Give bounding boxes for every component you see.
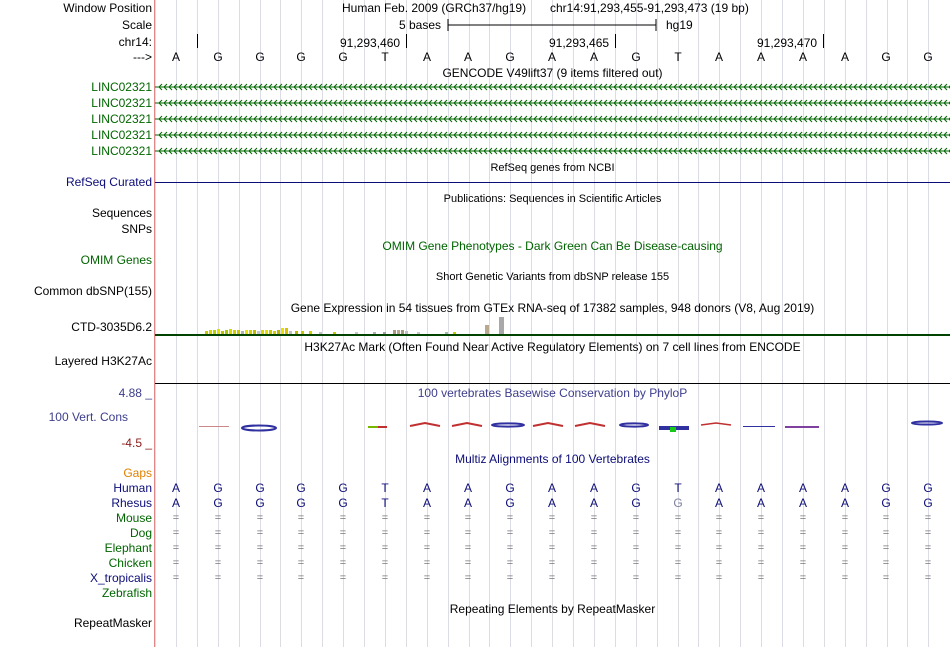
aligned-base-match: = (882, 572, 890, 584)
human-base: G (881, 481, 891, 495)
aligned-base-match: = (214, 542, 222, 554)
gencode-item-label[interactable]: LINC02321 (91, 128, 152, 142)
h3k27ac-title[interactable]: H3K27Ac Mark (Often Found Near Active Regulatory Elements) on 7 cell lines from ENCODE (304, 340, 801, 354)
aligned-base-match: = (506, 512, 514, 524)
aligned-base-match: = (757, 557, 765, 569)
aligned-base-match: = (464, 512, 472, 524)
aligned-base-match: = (297, 527, 305, 539)
multiz-title[interactable]: Multiz Alignments of 100 Vertebrates (455, 452, 650, 466)
chrom-label: chr14: (118, 35, 152, 49)
rhesus-base: G (338, 496, 348, 510)
reference-base: T (381, 50, 389, 64)
reference-base: A (589, 50, 598, 64)
repeatmasker-title[interactable]: Repeating Elements by RepeatMasker (449, 602, 656, 616)
gtex-bargraph[interactable] (155, 314, 950, 336)
rhesus-base: A (840, 496, 849, 510)
reference-base: A (547, 50, 556, 64)
aligned-base-match: = (841, 542, 849, 554)
aligned-base-match: = (381, 542, 389, 554)
rhesus-base: A (589, 496, 598, 510)
aligned-base-match: = (757, 542, 765, 554)
phylop-label[interactable]: 100 Vert. Cons (48, 410, 128, 424)
aligned-base-match: = (172, 512, 180, 524)
aligned-base-match: = (381, 572, 389, 584)
rhesus-base: G (923, 496, 933, 510)
aligned-base-match: = (464, 557, 472, 569)
aligned-base-match: = (506, 557, 514, 569)
rhesus-base: G (296, 496, 306, 510)
human-base: G (923, 481, 933, 495)
aligned-base-match: = (381, 512, 389, 524)
gencode-item-label[interactable]: LINC02321 (91, 144, 152, 158)
human-base: G (255, 481, 265, 495)
aligned-base-match: = (590, 572, 598, 584)
aligned-base-match: = (632, 557, 640, 569)
assembly-title: Human Feb. 2009 (GRCh37/hg19) (342, 1, 527, 15)
aligned-base-match: = (423, 542, 431, 554)
aligned-base-match: = (381, 557, 389, 569)
aligned-base-match: = (882, 557, 890, 569)
aligned-base-match: = (256, 542, 264, 554)
species-label-chicken[interactable]: Chicken (108, 556, 152, 570)
gaps-label[interactable]: Gaps (123, 466, 152, 480)
aligned-base-match: = (757, 512, 765, 524)
scale-db: hg19 (666, 18, 693, 32)
aligned-base-match: = (172, 542, 180, 554)
rhesus-base: G (881, 496, 891, 510)
aligned-base-match: = (674, 542, 682, 554)
aligned-base-match: = (339, 572, 347, 584)
aligned-base-match: = (632, 527, 640, 539)
rhesus-base: A (798, 496, 807, 510)
aligned-base-match: = (924, 512, 932, 524)
scale-text: 5 bases (399, 18, 442, 32)
aligned-base-match: = (799, 512, 807, 524)
ruler-coord-2: 91,293,465 (549, 36, 610, 50)
aligned-base-match: = (799, 542, 807, 554)
aligned-base-match: = (548, 572, 556, 584)
rhesus-base: A (756, 496, 765, 510)
rhesus-base: A (463, 496, 472, 510)
aligned-base-match: = (674, 527, 682, 539)
reference-base: A (463, 50, 472, 64)
human-base: A (714, 481, 723, 495)
human-base: A (756, 481, 765, 495)
dbsnp-title[interactable]: Short Genetic Variants from dbSNP release 155 (435, 271, 670, 283)
gtex-label[interactable]: CTD-3035D6.2 (71, 320, 152, 334)
human-base: T (674, 481, 682, 495)
rhesus-base: G (631, 496, 641, 510)
aligned-base-match: = (506, 527, 514, 539)
gtex-title[interactable]: Gene Expression in 54 tissues from GTEx RNA-seq of 17382 samples, 948 donors (V8, Aug 2019) (290, 301, 815, 315)
aligned-base-match: = (297, 542, 305, 554)
aligned-base-match: = (590, 527, 598, 539)
refseq-line (155, 182, 950, 183)
aligned-base-match: = (799, 557, 807, 569)
aligned-base-match: = (381, 527, 389, 539)
aligned-base-match: = (172, 557, 180, 569)
reference-base: G (338, 50, 348, 64)
aligned-base-match: = (841, 512, 849, 524)
species-label-human[interactable]: Human (113, 481, 152, 495)
reference-base: A (756, 50, 765, 64)
aligned-base-match: = (297, 557, 305, 569)
aligned-base-match: = (256, 557, 264, 569)
aligned-base-match: = (924, 557, 932, 569)
aligned-base-match: = (339, 542, 347, 554)
aligned-base-match: = (506, 572, 514, 584)
rhesus-base: A (714, 496, 723, 510)
rhesus-base: G (255, 496, 265, 510)
reference-base: G (923, 50, 933, 64)
human-base: A (798, 481, 807, 495)
phylop-title[interactable]: 100 vertebrates Basewise Conservation by PhyloP (417, 386, 688, 400)
ruler-coord-3: 91,293,470 (757, 36, 818, 50)
aligned-base-match: = (590, 557, 598, 569)
aligned-base-match: = (924, 572, 932, 584)
human-base: G (338, 481, 348, 495)
aligned-base-match: = (423, 512, 431, 524)
aligned-base-match: = (214, 557, 222, 569)
aligned-base-match: = (214, 527, 222, 539)
aligned-base-match: = (339, 557, 347, 569)
h3k27ac-baseline (155, 383, 950, 384)
aligned-base-match: = (297, 512, 305, 524)
rhesus-base: G (213, 496, 223, 510)
gencode-item-label[interactable]: LINC02321 (91, 80, 152, 94)
aligned-base-match: = (506, 542, 514, 554)
aligned-base-match: = (339, 527, 347, 539)
species-label-rhesus[interactable]: Rhesus (111, 496, 152, 510)
reference-base: G (213, 50, 223, 64)
reference-base: A (714, 50, 723, 64)
aligned-base-match: = (841, 527, 849, 539)
aligned-base-match: = (590, 542, 598, 554)
reference-base: T (674, 50, 682, 64)
publications-title[interactable]: Publications: Sequences in Scientific Articles (443, 193, 662, 205)
species-label-dog[interactable]: Dog (129, 526, 152, 540)
scale-label: Scale (121, 18, 152, 32)
human-base: A (589, 481, 598, 495)
gencode-title[interactable]: GENCODE V49lift37 (9 items filtered out) (442, 66, 663, 80)
strand-label: ---> (133, 50, 152, 64)
pub-snps-label[interactable]: SNPs (121, 222, 152, 236)
aligned-base-match: = (799, 572, 807, 584)
omim-title[interactable]: OMIM Gene Phenotypes - Dark Green Can Be Disease-causing (382, 239, 723, 253)
species-label-xtropicalis[interactable]: X_tropicalis (89, 571, 152, 585)
window-position: chr14:91,293,455-91,293,473 (19 bp) (550, 1, 749, 15)
aligned-base-match: = (632, 542, 640, 554)
aligned-base-match: = (715, 572, 723, 584)
refseq-title[interactable]: RefSeq genes from NCBI (490, 162, 615, 174)
rhesus-base: G (505, 496, 515, 510)
human-base: A (840, 481, 849, 495)
gencode-item-label[interactable]: LINC02321 (91, 112, 152, 126)
aligned-base-match: = (548, 557, 556, 569)
aligned-base-match: = (924, 542, 932, 554)
reference-base: A (798, 50, 807, 64)
aligned-base-match: = (715, 542, 723, 554)
aligned-base-match: = (172, 527, 180, 539)
phylop-logo[interactable] (155, 416, 950, 440)
rhesus-base: A (171, 496, 180, 510)
species-label-elephant[interactable]: Elephant (104, 541, 152, 555)
human-base: G (296, 481, 306, 495)
phylop-max-label: 4.88 _ (118, 386, 152, 400)
aligned-base-match: = (548, 527, 556, 539)
rhesus-base: G (673, 496, 683, 510)
aligned-base-match: = (214, 512, 222, 524)
rhesus-base: A (547, 496, 556, 510)
aligned-base-match: = (674, 557, 682, 569)
reference-base: G (881, 50, 891, 64)
aligned-base-match: = (423, 527, 431, 539)
aligned-base-match: = (757, 572, 765, 584)
species-label-zebrafish[interactable]: Zebrafish (101, 586, 152, 600)
human-base: G (631, 481, 641, 495)
aligned-base-match: = (464, 542, 472, 554)
aligned-base-match: = (464, 527, 472, 539)
aligned-base-match: = (715, 557, 723, 569)
human-base: A (547, 481, 556, 495)
reference-base: G (255, 50, 265, 64)
reference-base: A (171, 50, 180, 64)
aligned-base-match: = (882, 542, 890, 554)
human-base: T (381, 481, 389, 495)
aligned-base-match: = (799, 527, 807, 539)
aligned-base-match: = (590, 512, 598, 524)
aligned-base-match: = (172, 572, 180, 584)
aligned-base-match: = (256, 572, 264, 584)
aligned-base-match: = (548, 512, 556, 524)
species-label-mouse[interactable]: Mouse (115, 511, 152, 525)
human-base: A (422, 481, 431, 495)
h3k27ac-label[interactable]: Layered H3K27Ac (54, 354, 152, 368)
aligned-base-match: = (841, 557, 849, 569)
aligned-base-match: = (256, 527, 264, 539)
aligned-base-match: = (841, 572, 849, 584)
aligned-base-match: = (297, 572, 305, 584)
track-area[interactable] (155, 0, 950, 647)
aligned-base-match: = (548, 542, 556, 554)
rhesus-base: T (381, 496, 389, 510)
refseq-label[interactable]: RefSeq Curated (65, 175, 152, 189)
aligned-base-match: = (423, 572, 431, 584)
human-base: G (505, 481, 515, 495)
aligned-base-match: = (214, 572, 222, 584)
aligned-base-match: = (423, 557, 431, 569)
aligned-base-match: = (464, 572, 472, 584)
reference-base: G (505, 50, 515, 64)
reference-base: G (631, 50, 641, 64)
dbsnp-label[interactable]: Common dbSNP(155) (33, 284, 152, 298)
reference-base: G (296, 50, 306, 64)
aligned-base-match: = (632, 572, 640, 584)
pub-sequences-label[interactable]: Sequences (91, 206, 152, 220)
aligned-base-match: = (674, 512, 682, 524)
track-labels (0, 0, 152, 647)
human-base: A (463, 481, 472, 495)
phylop-min-label: -4.5 _ (121, 436, 152, 450)
aligned-base-match: = (757, 527, 765, 539)
aligned-base-match: = (256, 512, 264, 524)
aligned-base-match: = (924, 527, 932, 539)
human-base: A (171, 481, 180, 495)
aligned-base-match: = (715, 512, 723, 524)
aligned-base-match: = (715, 527, 723, 539)
aligned-base-match: = (632, 512, 640, 524)
human-base: G (213, 481, 223, 495)
aligned-base-match: = (882, 527, 890, 539)
omim-label[interactable]: OMIM Genes (80, 253, 152, 267)
aligned-base-match: = (339, 512, 347, 524)
window-position-label: Window Position (63, 1, 152, 15)
gencode-genes[interactable] (155, 0, 950, 160)
ruler-coord-1: 91,293,460 (340, 36, 401, 50)
aligned-base-match: = (674, 572, 682, 584)
reference-base: A (422, 50, 431, 64)
gencode-item-label[interactable]: LINC02321 (91, 96, 152, 110)
repeatmasker-label[interactable]: RepeatMasker (73, 616, 152, 630)
rhesus-base: A (422, 496, 431, 510)
aligned-base-match: = (882, 512, 890, 524)
reference-base: A (840, 50, 849, 64)
